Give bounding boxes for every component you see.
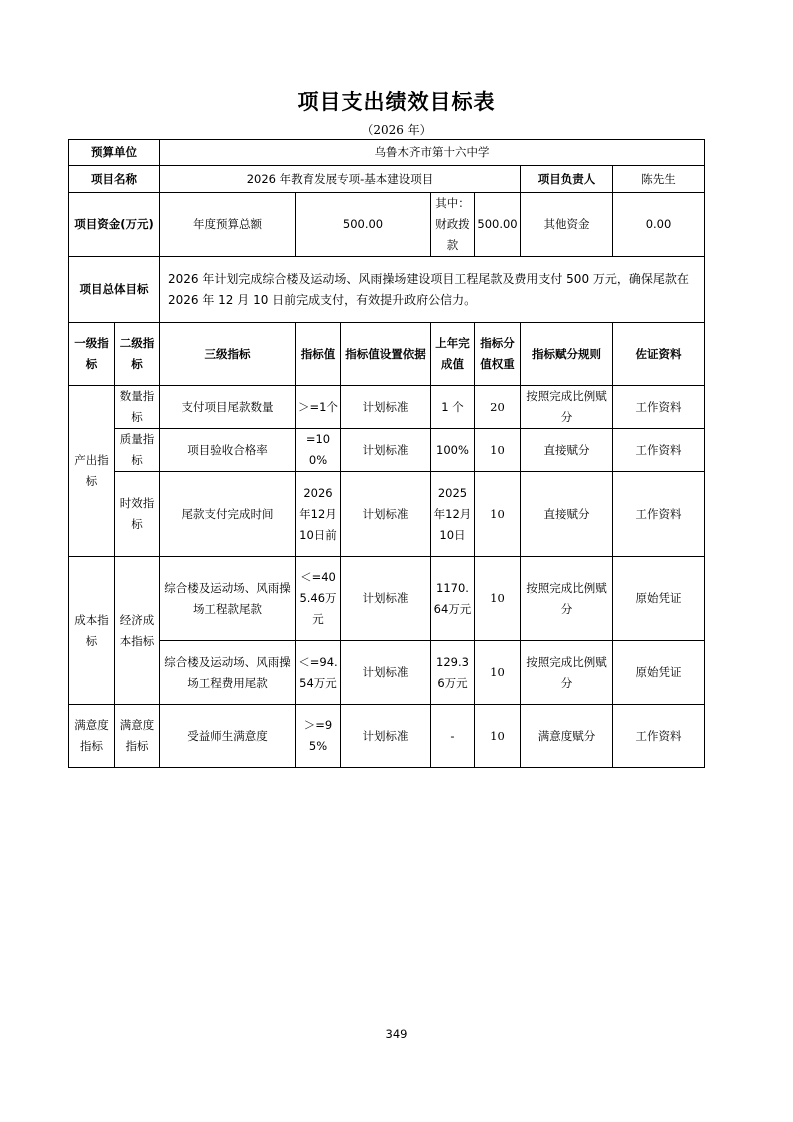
row-l3: 受益师生满意度 <box>160 705 296 768</box>
total-label: 年度预算总额 <box>160 193 296 257</box>
table-row <box>69 557 705 641</box>
project-row <box>69 166 705 193</box>
row-weight: 10 <box>475 641 521 705</box>
row-basis: 计划标准 <box>341 557 431 641</box>
group-cost-econ: 经济成本指标 <box>115 557 160 705</box>
owner-value: 陈先生 <box>613 166 705 193</box>
row-rule: 按照完成比例赋分 <box>521 557 613 641</box>
group-output-quality: 质量指标 <box>115 429 160 472</box>
unit-value: 乌鲁木齐市第十六中学 <box>160 140 705 166</box>
table-row <box>69 472 705 557</box>
fiscal-value: 500.00 <box>475 193 521 257</box>
row-evidence: 原始凭证 <box>613 641 705 705</box>
header-last: 上年完成值 <box>431 323 475 386</box>
row-rule: 按照完成比例赋分 <box>521 386 613 429</box>
funds-row <box>69 193 705 257</box>
row-rule: 直接赋分 <box>521 429 613 472</box>
row-evidence: 原始凭证 <box>613 557 705 641</box>
row-l3: 尾款支付完成时间 <box>160 472 296 557</box>
row-last: 1 个 <box>431 386 475 429</box>
row-weight: 10 <box>475 429 521 472</box>
header-rule: 指标赋分规则 <box>521 323 613 386</box>
row-l3: 综合楼及运动场、风雨操场工程款尾款 <box>160 557 296 641</box>
page-title: 项目支出绩效目标表 <box>297 90 496 114</box>
group-output: 产出指标 <box>69 386 115 557</box>
row-last: - <box>431 705 475 768</box>
header-basis: 指标值设置依据 <box>341 323 431 386</box>
project-label: 项目名称 <box>69 166 160 193</box>
performance-table <box>68 139 705 768</box>
row-last: 2025年12月10日 <box>431 472 475 557</box>
table-year: （2026 年） <box>361 123 432 137</box>
row-last: 1170.64万元 <box>431 557 475 641</box>
row-basis: 计划标准 <box>341 641 431 705</box>
row-evidence: 工作资料 <box>613 472 705 557</box>
group-cost: 成本指标 <box>69 557 115 705</box>
table-row <box>69 705 705 768</box>
row-last: 129.36万元 <box>431 641 475 705</box>
header-weight: 指标分值权重 <box>475 323 521 386</box>
row-value: ＜=94.54万元 <box>296 641 341 705</box>
row-weight: 10 <box>475 705 521 768</box>
table-row <box>69 429 705 472</box>
header-l2: 二级指标 <box>115 323 160 386</box>
other-label: 其他资金 <box>521 193 613 257</box>
header-evidence: 佐证资料 <box>613 323 705 386</box>
row-value: ＞=1个 <box>296 386 341 429</box>
header-value: 指标值 <box>296 323 341 386</box>
row-rule: 满意度赋分 <box>521 705 613 768</box>
row-l3: 支付项目尾款数量 <box>160 386 296 429</box>
page-number: 349 <box>385 1027 408 1041</box>
row-weight: 10 <box>475 472 521 557</box>
row-l3: 项目验收合格率 <box>160 429 296 472</box>
table-row <box>69 386 705 429</box>
row-evidence: 工作资料 <box>613 705 705 768</box>
header-row <box>69 323 705 386</box>
row-weight: 20 <box>475 386 521 429</box>
row-basis: 计划标准 <box>341 429 431 472</box>
group-output-qty: 数量指标 <box>115 386 160 429</box>
group-output-time: 时效指标 <box>115 472 160 557</box>
row-basis: 计划标准 <box>341 705 431 768</box>
row-basis: 计划标准 <box>341 386 431 429</box>
goal-label: 项目总体目标 <box>69 257 160 323</box>
table-row <box>69 641 705 705</box>
goal-text: 2026 年计划完成综合楼及运动场、风雨操场建设项目工程尾款及费用支付 500 万元，确保尾款在 2026 年 12 月 10 日前完成支付，有效提升政府公信力。 <box>160 257 705 323</box>
row-value: ＜=405.46万元 <box>296 557 341 641</box>
row-basis: 计划标准 <box>341 472 431 557</box>
group-sat: 满意度指标 <box>69 705 115 768</box>
group-sat-sub: 满意度指标 <box>115 705 160 768</box>
other-value: 0.00 <box>613 193 705 257</box>
row-weight: 10 <box>475 557 521 641</box>
funds-label: 项目资金(万元) <box>69 193 160 257</box>
row-value: =100% <box>296 429 341 472</box>
owner-label: 项目负责人 <box>521 166 613 193</box>
header-l3: 三级指标 <box>160 323 296 386</box>
row-rule: 按照完成比例赋分 <box>521 641 613 705</box>
row-rule: 直接赋分 <box>521 472 613 557</box>
total-value: 500.00 <box>296 193 431 257</box>
project-value: 2026 年教育发展专项-基本建设项目 <box>160 166 521 193</box>
row-l3: 综合楼及运动场、风雨操场工程费用尾款 <box>160 641 296 705</box>
row-value: 2026年12月10日前 <box>296 472 341 557</box>
row-evidence: 工作资料 <box>613 429 705 472</box>
header-l1: 一级指标 <box>69 323 115 386</box>
row-last: 100% <box>431 429 475 472</box>
row-value: ＞=95% <box>296 705 341 768</box>
unit-row <box>69 140 705 166</box>
fiscal-label: 其中：财政拨款 <box>431 193 475 257</box>
unit-label: 预算单位 <box>69 140 160 166</box>
goal-row <box>69 257 705 323</box>
row-evidence: 工作资料 <box>613 386 705 429</box>
